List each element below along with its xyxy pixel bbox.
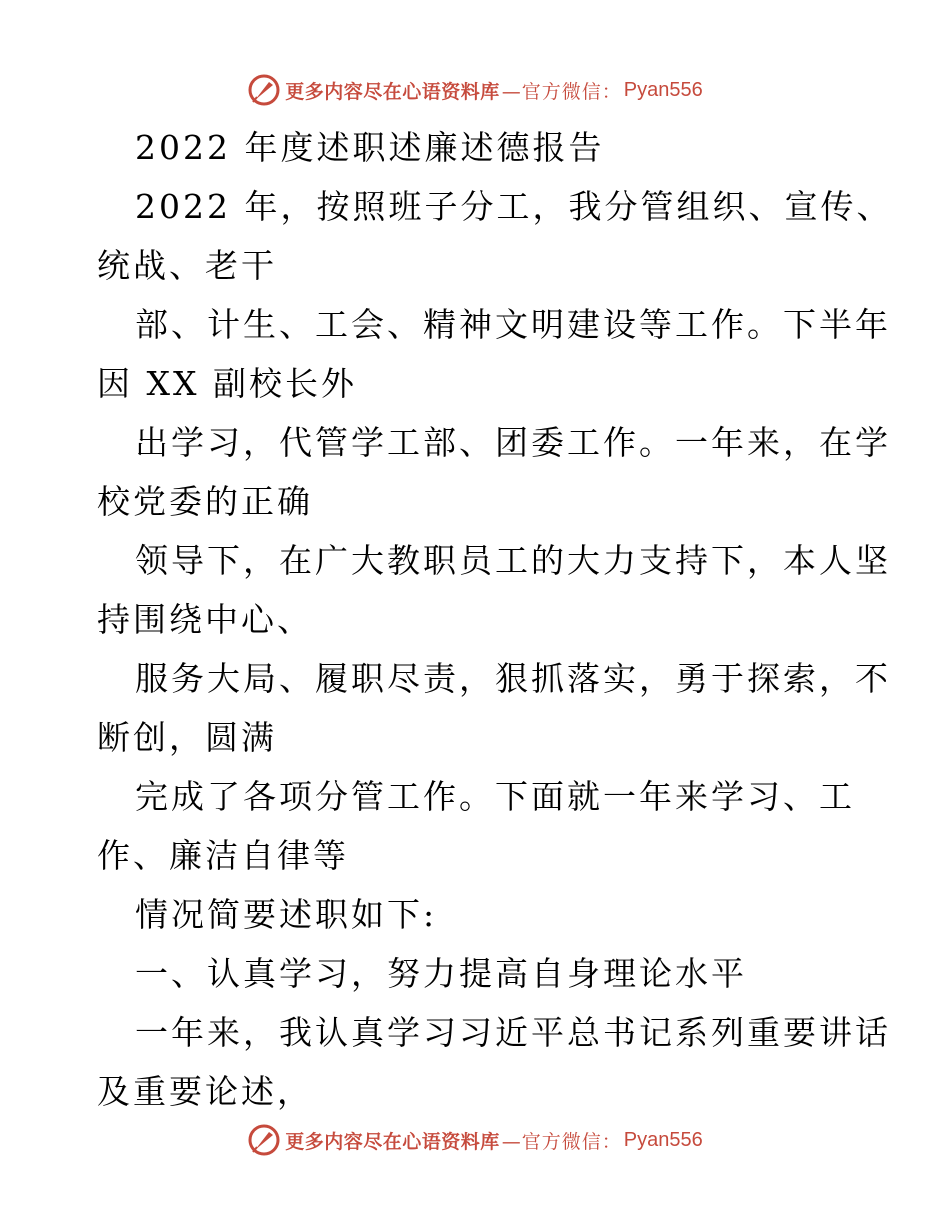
quill-pen-circle-icon bbox=[247, 1123, 281, 1157]
paragraph-line: 2022 年，按照班子分工，我分管组织、宣传、 bbox=[135, 187, 893, 226]
paragraph-line: 完成了各项分管工作。下面就一年来学习、工 bbox=[135, 777, 855, 816]
paragraph-line: 校党委的正确 bbox=[97, 482, 313, 521]
banner-handle: Pyan556 bbox=[623, 1128, 703, 1151]
banner-handle: Pyan556 bbox=[623, 78, 703, 101]
header-banner bbox=[0, 70, 950, 110]
document-title: 2022 年度述职述廉述德报告 bbox=[135, 128, 605, 167]
paragraph-line: 断创，圆满 bbox=[97, 718, 277, 757]
quill-pen-circle-icon bbox=[247, 73, 281, 107]
paragraph-line: 持围绕中心、 bbox=[97, 600, 313, 639]
footer-banner bbox=[0, 1120, 950, 1160]
paragraph-line: 一年来，我认真学习习近平总书记系列重要讲话 bbox=[135, 1013, 891, 1052]
paragraph-line: 因 XX 副校长外 bbox=[97, 364, 357, 403]
document-body bbox=[97, 118, 893, 1121]
paragraph-line: 出学习，代管学工部、团委工作。一年来，在学 bbox=[135, 423, 891, 462]
paragraph-line: 领导下，在广大教职员工的大力支持下，本人坚 bbox=[135, 541, 891, 580]
paragraph-line: 服务大局、履职尽责，狠抓落实，勇于探索，不 bbox=[135, 659, 891, 698]
banner-official: —官方微信： bbox=[501, 80, 622, 103]
banner-brand: 更多内容尽在心语资料库 bbox=[285, 80, 500, 103]
paragraph-line: 部、计生、工会、精神文明建设等工作。下半年 bbox=[135, 305, 891, 344]
section-heading: 一、认真学习，努力提高自身理论水平 bbox=[135, 954, 747, 993]
paragraph-line: 统战、老干 bbox=[97, 246, 277, 285]
banner-official: —官方微信： bbox=[501, 1130, 622, 1153]
banner-brand: 更多内容尽在心语资料库 bbox=[285, 1130, 500, 1153]
paragraph-line: 及重要论述， bbox=[97, 1072, 313, 1111]
paragraph-line: 情况简要述职如下: bbox=[135, 895, 438, 934]
paragraph-line: 作、廉洁自律等 bbox=[97, 836, 349, 875]
